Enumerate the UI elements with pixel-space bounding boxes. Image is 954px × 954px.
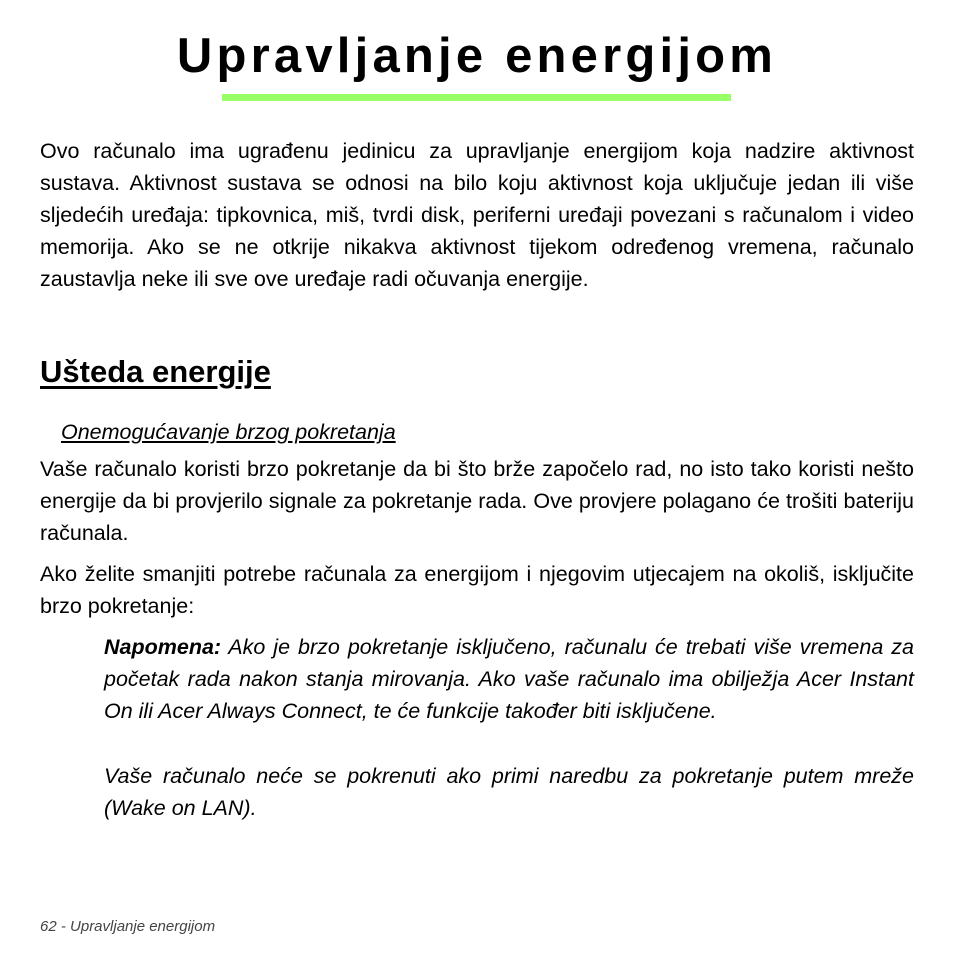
page-title: Upravljanje energijom	[176, 29, 778, 83]
body-paragraph-1: Vaše računalo koristi brzo pokretanje da bi što brže započelo rad, no isto tako koristi nešto energije da bi provjerilo signale za pokretanje rada. Ove provjere polagano će trošiti bateriju računala.	[40, 457, 914, 545]
intro-paragraph: Ovo računalo ima ugrađenu jedinicu za upravljanje energijom koja nadzire aktivnost sustava. Aktivnost sustava se odnosi na bilo koju aktivnost koja uključuje jedan ili više sljedećih uređaja: tipkovnica, miš, tvrdi disk, periferni uređaji povezani s računalom i video memorija. Ako se ne otkrije nikakva aktivnost tijekom određenog vremena, računalo zaustavlja neke ili sve ove uređaje radi očuvanja energije.	[40, 139, 914, 291]
subsection-heading: Onemogućavanje brzog pokretanja	[61, 420, 396, 444]
title-underline-bar	[222, 94, 731, 101]
note-block	[104, 631, 914, 727]
section-heading: Ušteda energije	[40, 354, 271, 389]
body-paragraph-2: Ako želite smanjiti potrebe računala za energijom i njegovim utjecajem na okoliš, isključite brzo pokretanje:	[40, 562, 914, 618]
note-block-2: Vaše računalo neće se pokrenuti ako primi naredbu za pokretanje putem mreže (Wake on LAN).	[104, 764, 914, 820]
note-label: Napomena:	[104, 635, 222, 659]
note-text: Ako je brzo pokretanje isključeno, računalu će trebati više vremena za početak rada nakon stanja mirovanja. Ako vaše računalo ima obilježja Acer Instant On ili Acer Always Connect, te će funkcije također biti isključene.	[104, 635, 914, 723]
page-footer: 62 - Upravljanje energijom	[40, 918, 216, 935]
